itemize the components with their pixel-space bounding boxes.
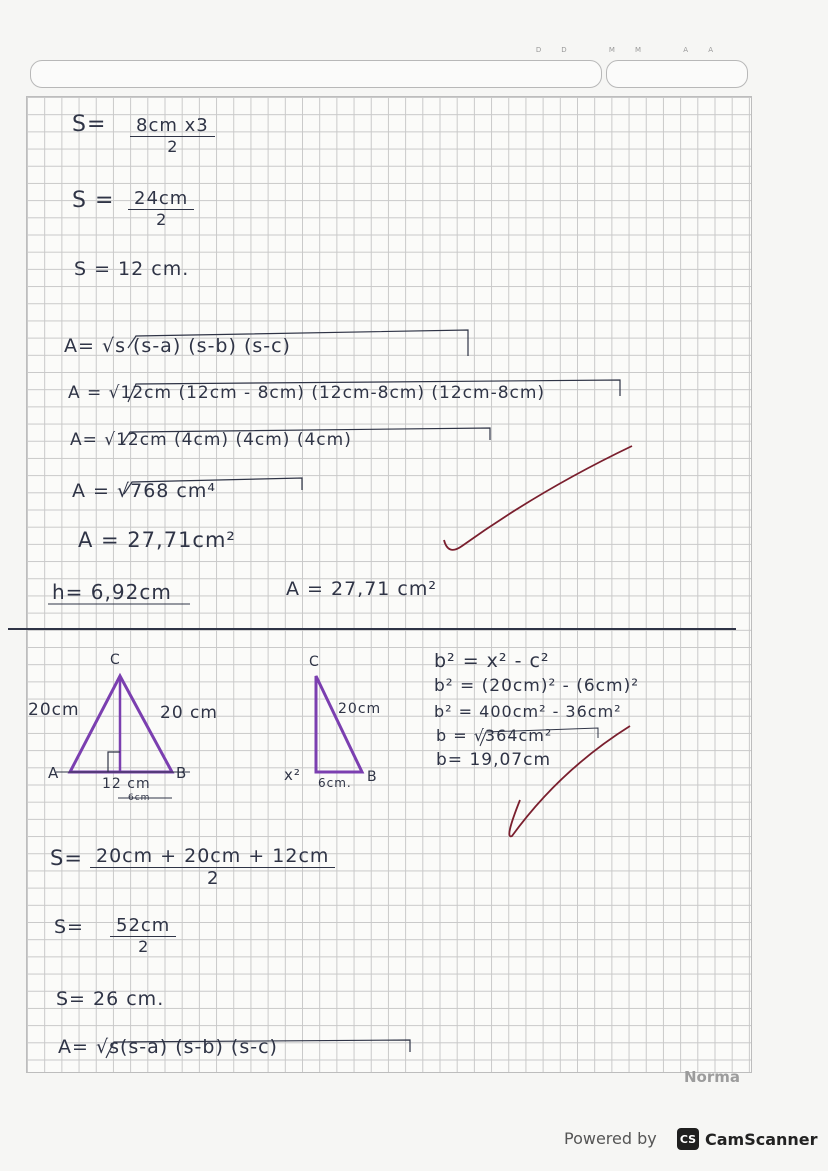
- tri1-left-vertex: A: [48, 764, 60, 782]
- area-step-3: A= √12cm (4cm) (4cm) (4cm): [70, 430, 352, 450]
- tri1-base: 12 cm: [102, 776, 151, 792]
- pyth-step-3: b² = 400cm² - 36cm²: [434, 702, 622, 721]
- radical-bar-3: [122, 428, 490, 444]
- tri2-x-label: x²: [284, 766, 301, 784]
- height-result: h= 6,92cm: [52, 580, 172, 604]
- s2-fraction-2: $\frac{52cm}{2}$: [110, 915, 176, 956]
- tri1-left-side: 20cm: [28, 700, 80, 720]
- tri2-base: 6cm.: [318, 776, 352, 790]
- triangle-2: [316, 676, 362, 772]
- tri2-hyp: 20cm: [338, 701, 382, 717]
- area-step-2: A = √12cm (12cm - 8cm) (12cm-8cm) (12cm-8cm): [68, 383, 546, 403]
- radical-bar-6: [106, 1040, 410, 1058]
- triangle-1-right-angle: [108, 752, 120, 772]
- tri1-right-vertex: B: [176, 764, 188, 782]
- tri1-right-side: 20 cm: [160, 703, 218, 723]
- s-label-1: S=: [72, 112, 107, 137]
- tri2-apex-label: C: [309, 654, 320, 670]
- s-fraction-2: $\frac{24cm}{2}$: [128, 188, 194, 229]
- area-result: A = 27,71 cm²: [286, 578, 438, 600]
- tri2-right-vertex: B: [367, 769, 378, 785]
- s2-label: S=: [50, 846, 83, 870]
- powered-by-text: Powered by: [564, 1129, 657, 1148]
- s2-result: S= 26 cm.: [56, 988, 165, 1010]
- radical-bar-4: [124, 478, 302, 494]
- radical-bar-2: [128, 380, 620, 402]
- s2-area-step-1: A= √s(s-a) (s-b) (s-c): [58, 1036, 278, 1058]
- date-labels: DD MM AA: [535, 46, 733, 54]
- s2-label-2: S=: [54, 916, 84, 938]
- tri1-apex-label: C: [110, 652, 121, 668]
- s-label-2: S =: [72, 188, 115, 213]
- pyth-step-4: b = √364cm²: [436, 726, 553, 745]
- tri1-half-base: 6cm: [128, 793, 151, 803]
- pyth-step-2: b² = (20cm)² - (6cm)²: [434, 676, 640, 696]
- camscanner-name: CamScanner: [705, 1130, 818, 1149]
- s-result-1: S = 12 cm.: [74, 258, 190, 280]
- check-mark-1: [444, 446, 632, 550]
- radical-bar-1: [128, 330, 468, 356]
- s-fraction-1: $\frac{\text{8cm x3}}{2}$: [130, 115, 215, 156]
- paper-brand-logo: Norma: [684, 1068, 741, 1086]
- area-step-1: A= √s (s-a) (s-b) (s-c): [64, 335, 291, 357]
- radical-bar-5: [480, 728, 598, 746]
- pyth-step-1: b² = x² - c²: [434, 650, 550, 672]
- area-step-4: A = √768 cm⁴: [72, 480, 216, 502]
- area-step-5: A = 27,71cm²: [78, 528, 236, 552]
- pyth-step-5: b= 19,07cm: [436, 750, 552, 770]
- check-mark-2: [509, 726, 630, 836]
- s2-fraction-1: $\frac{20cm + 20cm + 12cm}{2}$: [90, 845, 335, 889]
- camscanner-logo-icon: CS: [677, 1128, 699, 1150]
